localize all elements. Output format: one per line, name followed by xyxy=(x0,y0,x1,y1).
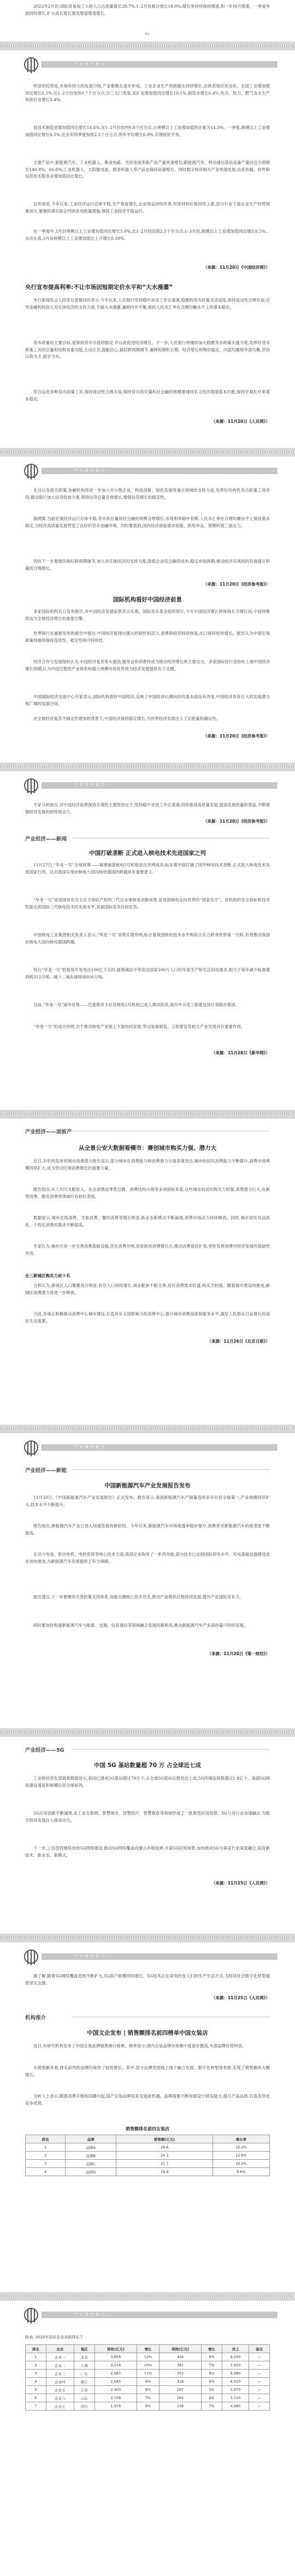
source-note: （来源：11月20日《经济参考报》） xyxy=(203,819,270,824)
page-1 xyxy=(7,0,288,42)
paragraph: 在这以及相关政策,金融机构将进一步加大对小微企业、科技创新、绿色发展等重点领域的支持力度,发挥好结构性货币政策工具作用,推动银行加大信贷投放力度,保持信贷总量有效增长,增强信贷增长的稳定性。 xyxy=(25,488,270,500)
table-cell: 广东 xyxy=(74,2370,95,2378)
paragraph: 在动力电池、驱动电机、电控系统等核心技术方面,我国企业取得了一系列突破,部分技术已达到国际领先水平。充电基础设施建设也在加快推进,为新能源汽车发展提供了有力保障。 xyxy=(25,1552,270,1564)
source-note: （来源：11月20日《中国经济网》） xyxy=(203,265,270,270)
table-row xyxy=(26,2378,270,2386)
table-cell: 352 xyxy=(159,2370,201,2378)
table-cell: 企业二 xyxy=(46,2361,74,2370)
table-header-cell: 销售额(亿元) xyxy=(116,2135,213,2143)
paragraph: 每台“华龙一号”机组每年发电近100亿千瓦时,能够满足中等发达国家100万人口的年度生产和生活用电需求,相当于每年减少标准煤消耗312万吨、减少二氧化碳排放816万吨。 xyxy=(25,967,270,979)
page-header xyxy=(17,1438,278,1460)
logo-icon xyxy=(23,777,39,796)
page-header xyxy=(17,1947,278,1969)
article-title: 从全景公安大数据看横市：赛创城市购买力强、潜力大 xyxy=(79,1145,216,1151)
header-band-text: 产 业 研 究 报 告 xyxy=(74,469,105,472)
table-cell: 381 xyxy=(159,2361,201,2370)
table-header-cell: 增长 xyxy=(137,2345,160,2353)
table-row xyxy=(26,2160,270,2168)
table-cell: 28.6 xyxy=(116,2143,213,2152)
article-title: 中国打破垄断 正式进入核电技术先进国家之列 xyxy=(89,850,206,856)
source-note: （来源：11月20日《人民网》） xyxy=(211,419,270,424)
table-caption: 附表: 2020年国民企业表格排名下 xyxy=(25,2335,84,2339)
table-cell: 1,976 xyxy=(95,2402,137,2410)
paragraph: 目前,“华龙一号”海外首堆——巴基斯坦卡拉奇核电2号机组已进入调试阶段,海内外示范工程建设按计划稳步推进。 xyxy=(33,1002,240,1007)
page-number: 61 xyxy=(145,32,150,36)
paragraph: 报告建议,下一步要继续完善政策支持体系,加强关键核心技术攻关,推动产业链供应链协同发展,提升产业国际竞争力。 xyxy=(33,1594,244,1599)
subheading: 业三新城区购买力前十名 xyxy=(25,1273,70,1278)
table-cell: 3 xyxy=(26,2160,66,2168)
table-cell: 2 xyxy=(26,2361,46,2370)
page-gap xyxy=(0,1425,295,1433)
paragraph: 明显的趋势是,市场有较大的发展空间,产业集聚在逐步形成。工业企业生产的数据在持续增长,总体表现状况良好。全国工业增加值同比增长6.5%,比1–2月份加快0.7个百分点;分三大门类看,采矿业增加值同比增长10.1%,制造业增长6.4%,电力、热力、燃气及水生产和供应业增长3.4%。 xyxy=(25,84,270,103)
header-band-text: 产 业 研 究 报 告 xyxy=(74,1954,105,1958)
source-note: （来源：11月20日《经济参考报》） xyxy=(203,734,270,738)
table-cell: 6% xyxy=(202,2378,222,2386)
page-gap xyxy=(0,763,295,771)
page-header xyxy=(17,2305,278,2327)
article-title: 国际机构看好中国经济前景 xyxy=(113,596,182,603)
table-cell: 上海 xyxy=(74,2361,95,2370)
paragraph: 工业和信息化部最新数据显示,我国已建成5G基站超过70万个,占全球5G基站总数的近七成,5G终端连接数超过1.8亿个。我国5G网络建设速度和规模位居全球前列。 xyxy=(25,1776,270,1788)
table-cell: 11% xyxy=(137,2370,160,2378)
paragraph: 2022年2月份,国际贸易加工入的人口占用量增长28.7%,1–2月份累计增长18.0%,增长率持续保持增速,和一年同月增速。一季度外面同时增长,扩大成长增长情况增速增速增长。 xyxy=(25,4,270,16)
page-gap xyxy=(0,42,295,50)
paragraph: 中国核电工业集团相关负责人表示,“华龙一号”首堆实现并网,标志着我国核电技术水平和综合实力跻身世界第一方阵,有效推动我国由核电大国向核电强国跨越。 xyxy=(25,932,270,944)
table-row xyxy=(26,2370,270,2378)
table-header-row xyxy=(26,2345,270,2353)
paragraph: 当前,各地正积极推动消费中心城市建设,打造具有全国影响力的消费中心,提升城市消费品质和服务水平,满足人民群众日益增长的美好生活需要。 xyxy=(25,1311,270,1324)
table-header-cell: 地区 xyxy=(74,2345,95,2353)
table-header-cell: 排名 xyxy=(26,2135,66,2143)
table-cell: 2,403 xyxy=(95,2386,137,2394)
paragraph: 据测算,当前宏观经济运行总体平稳,货币供应量和社会融资规模合理增长,市场利率稳中有降,人民币汇率在合理均衡水平上保持基本稳定,为经济高质量发展营造了良好的货币金融环境。同时要看到,国内经济面临需求收缩、供给冲击、预期转弱三重压力。 xyxy=(25,516,270,528)
table-cell: 6,980 xyxy=(222,2370,249,2378)
page-2-article xyxy=(7,273,288,448)
data-table xyxy=(25,2344,270,2410)
table-cell: 318 xyxy=(159,2378,201,2386)
logo-icon xyxy=(23,462,39,482)
table-cell: 江苏 xyxy=(74,2386,95,2394)
paragraph: 央行新闻发言人回答记者提问时表示,今年以来,人民银行坚持稳中求进工作总基调,稳健的货币政策灵活适度,保持流动性合理充裕,引导金融机构加大对实体经济的支持力度,不搞大水漫灌,兼顾内外平衡,保持人民币汇率在合理均衡水平上的基本稳定。 xyxy=(25,298,270,310)
table-cell: 1 xyxy=(26,2353,46,2361)
paragraph: 世界银行在最新发布的报告中指出,中国经济展现出强大的韧性和活力,消费和投资持续恢复,出口保持较快增长。报告认为中国宏观政策将继续保持连续性、稳定性和可持续性。 xyxy=(25,631,270,643)
table-cell: — xyxy=(249,2402,270,2410)
header-band-text: 产 业 研 究 报 告 xyxy=(74,62,105,66)
table-cell: 15.2% xyxy=(213,2143,269,2152)
table-cell: 7% xyxy=(137,2394,160,2402)
page-7 xyxy=(7,1737,288,1934)
paragraph: 同时要加快构建新能源汽车与能源、交通、信息通信等领域融合发展的新格局,推动新能源汽车产业高质量可持续发展。 xyxy=(33,1623,248,1628)
table-header-cell: 增长率 xyxy=(213,2135,269,2143)
paragraph: 专家认为,城市应进一步完善消费基础设施,优化消费环境,培育新的消费增长点,推动消费提质扩容,更好发挥消费对经济发展的基础性作用。 xyxy=(25,1244,270,1256)
table-header-cell: 营收(亿元) xyxy=(95,2345,137,2353)
table-cell: 8% xyxy=(137,2386,160,2394)
paragraph: 货币政策的主要目标,是保持货币币值的稳定,并以此促进经济增长。下一步,人民银行将继续加大稳健货币政策实施力度,发挥好货币政策工具的总量和结构双重功能,主动应对,提振信心,搞好跨周期调节,兼顾短期和长期、经济增长和物价稳定、内部均衡和外部均衡,坚持以我为主,稳字当头。 xyxy=(25,340,270,359)
paragraph: 中国国际经济交流中心专家表示,国际机构看好中国经济,反映了中国经济长期向好的基本面没有改变,中国经济具有巨大的发展潜力和广阔的发展空间。 xyxy=(25,694,270,706)
table-cell: 浙江 xyxy=(74,2378,95,2386)
table-cell: 企业四 xyxy=(46,2378,74,2386)
table-cell: 1 xyxy=(26,2143,66,2152)
paragraph: 多家国际机构近日发布报告,对中国经济发展前景表示乐观。国际货币基金组织预计,今年中国经济增长将保持在合理区间,中国将继续成为全球经济增长的重要引擎。 xyxy=(25,609,270,621)
page-header xyxy=(17,55,278,76)
page-header xyxy=(17,461,278,483)
table-row xyxy=(26,2353,270,2361)
table-cell: 18.9 xyxy=(116,2168,213,2176)
table-cell: 企业七 xyxy=(46,2402,74,2410)
page-gap xyxy=(0,1110,295,1119)
table-cell: — xyxy=(249,2370,270,2378)
source-note: （来源：11月20日《经济参考报》） xyxy=(203,582,270,587)
logo-icon xyxy=(23,1439,39,1458)
paragraph: “华龙一号”是我国具有完全自主知识产权的三代压水堆核电创新成果,是我国核电走向世界的“国家名片”。该机组的安全指标和技术性能达到国际三代核电技术的先进水平,具备国际竞争比较优势。 xyxy=(25,897,270,909)
table-row xyxy=(26,2168,270,2176)
table-cell: — xyxy=(249,2361,270,2370)
table-cell: 4 xyxy=(26,2378,46,2386)
table-cell: 10% xyxy=(137,2361,160,2370)
table-header-cell: 利润(亿元) xyxy=(159,2345,201,2353)
table-cell: 7% xyxy=(202,2402,222,2410)
page-header xyxy=(17,776,278,797)
paragraph: 分析认为,新城区人口集聚效应明显,居住人口持续增长,商业配套不断完善,居民消费需求旺盛,购买力较强。随着城市建设的推进,新城区消费潜力将进一步释放。 xyxy=(25,1283,270,1295)
article-title: 中国新能源汽车产业发展报告发布 xyxy=(104,1482,191,1489)
paragraph: 5G应用创新不断涌现,在工业互联网、智慧城市、智慧医疗、智慧教育等领域形成了一批典型应用场景。5G与各行业加速融合,为数字经济发展注入强劲动力。 xyxy=(25,1811,270,1823)
paragraph: 报告指出,新能源汽车产业已进入加速发展的新阶段。今年以来,新能源汽车市场渗透率稳步提升,消费者对新能源汽车的接受度不断提高。 xyxy=(25,1523,270,1535)
table-cell: 企业三 xyxy=(46,2370,74,2378)
page-5 xyxy=(7,1119,288,1425)
paragraph: 近日,有机构发布的城市消费潜力报告显示,部分城市在消费能力和消费潜力方面表现突出,城市的居民消费能力不断提升,消费市场规模持续扩大,成为带动区域消费增长的重要力量。 xyxy=(25,1159,270,1171)
logo-icon xyxy=(23,56,39,75)
table-cell: 5 xyxy=(26,2386,46,2394)
table-cell: 6% xyxy=(202,2394,222,2402)
table-cell: 9.6% xyxy=(213,2168,269,2176)
paragraph: 11月27日,“华龙一号”全球首堆——福建福清核电5号机组首次并网成功,标志着中国打破了国外核电技术垄断,正式进入核电技术先进国家行列。这对我国实现由核电大国向核电强国的跨越具有重要意义。 xyxy=(25,862,270,875)
table-cell: 426 xyxy=(159,2353,201,2361)
table-row xyxy=(26,2361,270,2370)
page-6 xyxy=(7,1433,288,1728)
table-cell: 7 xyxy=(26,2402,46,2410)
paragraph: 主要产品中,新能源汽车、工业机器人、集成电路、光伏电池等新产品产量快速增长;新能源汽车、移动通信基站设备产量同比分别增长140.8%、66.8%;工业机器人、太阳能电池、服务机器人等产品也保持高速增长。同时数字经济相关产业快速发展,信息传输、软件和信息技术服务业增加值同比增长。 xyxy=(25,160,270,179)
header-band-text: 产 业 研 究 报 告 xyxy=(74,1445,105,1449)
paragraph: 经济合作与发展组织认为,中国经济复苏势头强劲,服务业和消费将成为推动经济增长的主要动力。多家国际投行也纷纷上调中国经济增长预期,认为中国完整的产业体系和超大规模市场优势将为经济发展提供有力支撑。 xyxy=(25,659,270,671)
table-cell: 企业五 xyxy=(46,2386,74,2394)
paragraph: 分析人士表示,随着消费升级和国潮兴起,国产女装品牌迎来发展新机遇。品牌需要不断加强设计研发能力,提升产品品质,打造差异化竞争优势。 xyxy=(25,2094,270,2106)
table-cell: 北京 xyxy=(74,2353,95,2361)
section-heading: 产业经济——新能 xyxy=(25,1468,67,1474)
table-cell: 2,987 xyxy=(95,2370,137,2378)
table-cell: 2 xyxy=(26,2152,66,2160)
table-cell: — xyxy=(249,2353,270,2361)
page-gap xyxy=(0,2292,295,2301)
paragraph: 从销售额来看,排名前列的品牌均保持了较快增长。其中,部分品牌凭借线上线下融合发展、数字化转型等举措,实现了销售额的大幅增长。 xyxy=(25,2065,270,2077)
paragraph: 据了解,随着5G网络覆盖范围不断扩大,5G用户规模持续增长。5G技术正在深刻改变人们的生产生活方式,为经济社会数字化转型提供坚实支撑。 xyxy=(25,1974,270,1986)
source-note: （来源：11月28日《新华网》） xyxy=(211,1050,270,1055)
table-row xyxy=(26,2152,270,2160)
table-cell: 12% xyxy=(137,2353,160,2361)
divider xyxy=(72,1749,270,1750)
header-band-text: 产 业 研 究 报 告 xyxy=(74,783,105,787)
table-cell: 12.8% xyxy=(213,2152,269,2160)
table-row xyxy=(26,2402,270,2410)
table-row xyxy=(26,2394,270,2402)
paragraph: 报告指出,从人均可支配收入、社会消费品零售总额、消费结构升级等多项指标来看,这些城市的居民购买力较强,消费潜力巨大,在新型消费、服务消费等领域均有较好表现。 xyxy=(25,1187,270,1199)
paragraph: 近日,有研究机构发布了中国女装品牌销售排行榜单。榜单显示,国内女装品牌市场集中度逐步提高,头部品牌优势明显。 xyxy=(33,2043,246,2048)
paragraph: 总的来说,今年以来,工业经济运行总体平稳,生产恢复增长,企业效益持续改善,但原材料价格持续上涨,部分行业下游企业生产经营困难加大,要继续落实助企纾困各项政策措施,保持工业经济平稳运行。 xyxy=(25,202,270,214)
table-cell: — xyxy=(249,2378,270,2386)
table-cell: 企业一 xyxy=(46,2353,74,2361)
table-cell: 5,870 xyxy=(222,2386,249,2394)
page-3 xyxy=(7,457,288,763)
table-cell: 6,420 xyxy=(222,2378,249,2386)
table-cell: 6 xyxy=(26,2394,46,2402)
table-cell: 品牌C xyxy=(66,2160,116,2168)
paragraph: 因此下一步要继续做好跨周期调节,加大对实体经济的支持力度,降低企业综合融资成本,稳定市场预期,推动经济实现质的有效提升和量的合理增长。 xyxy=(25,559,270,571)
table-header-cell: 企业 xyxy=(46,2345,74,2353)
source-note: （来源：11月26日《北京日报》） xyxy=(207,1339,270,1344)
section-heading: 产业经济——新闻 xyxy=(25,836,67,842)
article-title: 中国文企发布 | 销售额排名前四榜单中国女装店 xyxy=(87,2030,208,2036)
table-cell: 4 xyxy=(26,2168,66,2176)
paragraph: 综合运用多种货币政策工具,保持流动性合理充裕,保持货币供应量和社会融资规模增速同名义经济增速基本匹配,保持宏观杠杆率基本稳定。 xyxy=(25,389,270,401)
table-cell: 8% xyxy=(202,2370,222,2378)
table-cell: 山东 xyxy=(74,2394,95,2402)
source-note: （来源：11月25日《人民网》） xyxy=(211,1995,270,2000)
page-gap xyxy=(0,1934,295,1942)
table-cell: 品牌D xyxy=(66,2168,116,2176)
page-4 xyxy=(7,771,288,1110)
table-header-cell: 排名 xyxy=(26,2345,46,2353)
table-header-cell: 备注 xyxy=(249,2345,270,2353)
table-cell: 2,645 xyxy=(95,2378,137,2386)
table-cell: 9% xyxy=(137,2402,160,2410)
table-cell: 297 xyxy=(159,2386,201,2394)
paragraph: 高技术制造业增加值同比增长14.8%,比1–2月份加快0.8个百分点,占规模以上工业增加值的比重为14.3%。一季度,规模以上工业增加值同比增长6.5%,比去年四季度加快2.5个百分点,两年平均增长6.9%,实现较好开局。 xyxy=(25,125,270,137)
table-cell: — xyxy=(249,2394,270,2402)
table-cell: 5,310 xyxy=(222,2394,249,2402)
table-cell: 9% xyxy=(202,2353,222,2361)
table-cell: 3 xyxy=(26,2370,46,2378)
data-table xyxy=(25,2135,270,2176)
table-cell: 3,214 xyxy=(95,2361,137,2370)
table-caption: 销售额排名前四女装店 xyxy=(126,2126,169,2131)
divider xyxy=(72,1469,270,1470)
table-cell: 10.5% xyxy=(213,2160,269,2168)
article-title: 央行宣布提高利率:不让市场因短期定价水平和“大水漫灌” xyxy=(25,284,173,291)
paragraph: 在一季度中,3月份规模以上工业增加值同比增长5.0%,比1–2月份回落2.5个百分点;1–3月份,规模以上工业增加值同比增长6.5%。从环比看,3月份规模以上工业增加值比上月增长0.39%。 xyxy=(25,229,270,241)
logo-icon xyxy=(23,2306,39,2326)
page-9 xyxy=(7,2301,288,2576)
page-gap xyxy=(0,448,295,457)
page-8 xyxy=(7,1942,288,2292)
table-cell: 四川 xyxy=(74,2402,95,2410)
table-cell: 品牌A xyxy=(66,2143,116,2152)
table-cell: 7,650 xyxy=(222,2361,249,2370)
table-cell: 品牌B xyxy=(66,2152,116,2160)
article-title: 中国 5G 基站数量超 70 万 占全球近七成 xyxy=(94,1762,201,1769)
table-header-cell: 品牌 xyxy=(66,2135,116,2143)
header-band-text: 产 业 研 究 报 告 xyxy=(74,2313,105,2317)
section-heading: 机构推介 xyxy=(25,2015,46,2021)
table-header-cell: 员工 xyxy=(222,2345,249,2353)
logo-icon xyxy=(23,1948,39,1968)
paragraph: 专家分析指出,对中国经济前景保持乐观的主要原因在于,坚持稳中求进工作总基调,持续推进高质量发展,提高发展质量和效益,不断增强经济发展的韧性和动力。 xyxy=(25,802,270,814)
table-cell: 8,200 xyxy=(222,2353,249,2361)
paragraph: 数据显示,城市在线消费、文旅消费、餐饮消费等增长明显,新业态新模式不断涌现,消费市场活力持续释放。同时,城市居民对品质化、个性化消费的需求不断提高。 xyxy=(25,1215,270,1227)
table-cell: 238 xyxy=(159,2402,201,2410)
table-cell: 5% xyxy=(202,2386,222,2394)
source-note: （来源：11月20日《第一财经》） xyxy=(207,1651,270,1656)
table-cell: 24.3 xyxy=(116,2152,213,2160)
table-header-cell: 增长 xyxy=(202,2345,222,2353)
section-heading: 产业经济——5G xyxy=(25,1747,64,1753)
table-cell: 企业六 xyxy=(46,2394,74,2402)
table-cell: 7% xyxy=(202,2361,222,2370)
table-cell: 3,856 xyxy=(95,2353,137,2361)
table-cell: 264 xyxy=(159,2394,201,2402)
section-heading: 产业经济——面板产 xyxy=(25,1129,72,1135)
table-header-row xyxy=(26,2135,270,2143)
table-row xyxy=(26,2386,270,2394)
source-note: （来源：11月25日《人民网》） xyxy=(211,1881,270,1886)
paragraph: 11月20日,《中国新能源汽车产业发展报告》正式发布。报告显示,我国新能源汽车产销量连续多年位居全球第一,产业规模持续扩大,技术水平不断提升。 xyxy=(25,1495,270,1507)
table-cell: 9% xyxy=(137,2378,160,2386)
table-cell: 4,960 xyxy=(222,2402,249,2410)
paragraph: “华龙一号”的成功并网,对于推动核电产业链上下游协同发展,带动装备制造、工程建设等相关产业发展具有重要作用。 xyxy=(33,1024,245,1029)
table-cell: 21.7 xyxy=(116,2160,213,2168)
table-row xyxy=(26,2143,270,2152)
paragraph: 在全球经济复苏不确定性增加的背景下,中国经济保持稳定增长,为世界经济发展注入了正能量和确定性。 xyxy=(33,716,221,721)
page-gap xyxy=(0,1728,295,1737)
paragraph: 下一步,工信部将继续加快5G网络建设,推动5G网络覆盖向重点乡镇延伸,丰富5G应用场景,加快推动5G与垂直行业深度融合,培育新技术、新业态、新模式。 xyxy=(25,1846,270,1858)
table-cell: 2,158 xyxy=(95,2394,137,2402)
table-cell: — xyxy=(249,2386,270,2394)
